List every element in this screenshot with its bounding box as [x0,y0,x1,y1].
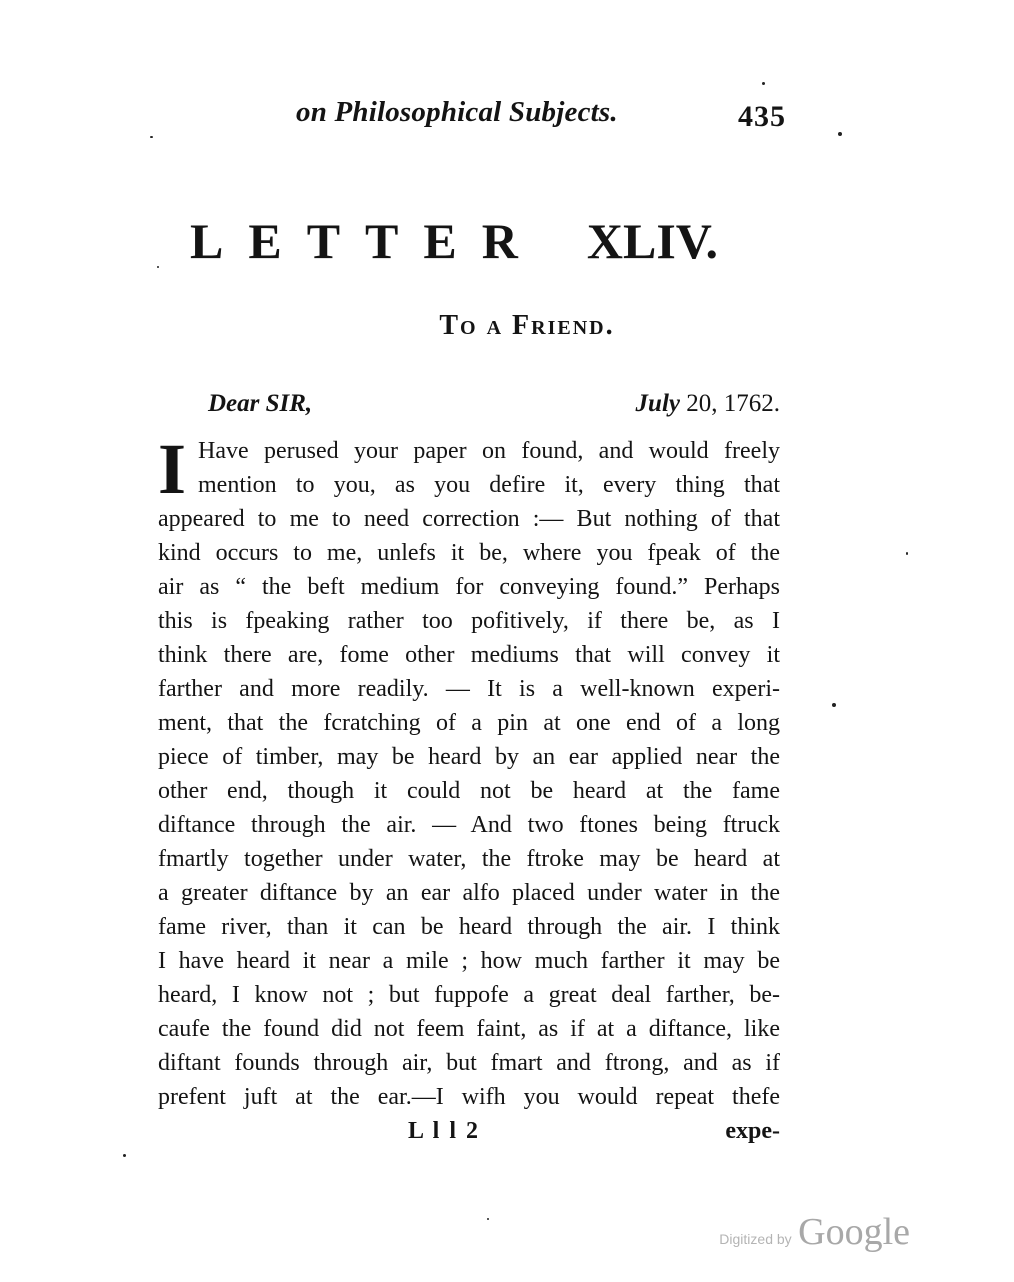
body-line: diftant founds through air, but fmart and ftrong, and as if [158,1050,780,1076]
letter-date [636,390,780,418]
body-line: caufe the found did not feem faint, as if at a diftance, like [158,1016,780,1042]
scan-speck [123,1154,126,1157]
salutation: Dear SIR, [208,390,313,417]
scan-speck [832,703,836,707]
body-line: kind occurs to me, unlefs it be, where you fpeak of the [158,540,780,566]
running-head: on Philosophical Subjects. [296,96,618,128]
body-line: mention to you, as you defire it, every thing that [198,472,780,498]
signature-mark: L l l 2 [408,1118,481,1144]
scan-speck [762,82,765,85]
letter-date-month: July [635,390,680,417]
letter-addressee: To a Friend. [439,310,615,341]
catchword: expe- [725,1118,780,1144]
body-line: this is fpeaking rather too pofitively, if there be, as I [158,608,780,634]
body-line: heard, I know not ; but fuppofe a great deal farther, be- [158,982,780,1008]
page-number: 435 [738,100,786,133]
body-line: air as “ the beft medium for conveying found.” Perhaps [158,574,780,600]
body-line: think there are, fome other mediums that will convey it [158,642,780,668]
watermark-prefix: Digitized by [719,1231,792,1247]
body-line: fame river, than it can be heard through the air. I think [158,914,780,940]
digitized-watermark [719,1210,910,1254]
scan-speck [157,266,159,268]
scan-speck [906,552,908,555]
google-logo: Google [798,1211,910,1253]
body-line: farther and more readily. — It is a well-known experi- [158,676,780,702]
body-line: Have perused your paper on found, and would freely [198,438,780,464]
scan-speck [838,132,842,136]
scan-speck [487,1218,489,1220]
letter-body [158,429,780,1114]
body-line: ment, that the fcratching of a pin at one end of a long [158,710,780,736]
body-line: appeared to me to need correction :— But nothing of that [158,506,780,532]
letter-heading-word: LETTER [190,213,543,269]
drop-cap: I [158,429,187,509]
body-line: piece of timber, may be heard by an ear applied near the [158,744,780,770]
body-line: diftance through the air. — And two ftones being ftruck [158,812,780,838]
body-line: a greater diftance by an ear alfo placed under water in the [158,880,780,906]
letter-heading [190,212,718,270]
letter-heading-number: XLIV. [586,213,718,269]
body-line: prefent juft at the ear.—I wifh you would repeat thefe [158,1084,780,1110]
body-line: fmartly together under water, the ftroke may be heard at [158,846,780,872]
scan-speck [150,136,153,138]
page-footer [158,1118,780,1152]
letter-date-rest: 20, 1762. [680,390,780,417]
body-line: I have heard it near a mile ; how much farther it may be [158,948,780,974]
body-line: other end, though it could not be heard at the fame [158,778,780,804]
